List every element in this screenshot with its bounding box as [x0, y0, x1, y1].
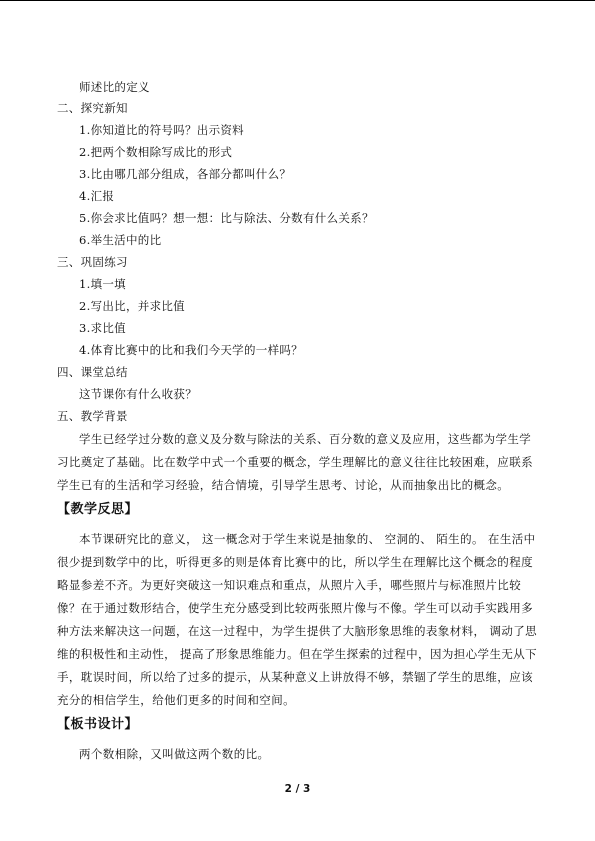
section-3-item-1: 1.填一填: [79, 277, 126, 291]
section-2-item-2: 2.把两个数相除写成比的形式: [79, 145, 233, 159]
section-2-item-5: 5.你会求比值吗？想一想：比与除法、分数有什么关系？: [79, 211, 374, 225]
reflection-paragraph-line: 本节课研究比的意义， 这一概念对于学生来说是抽象的、 空洞的、 陌生的。 在生活中: [79, 532, 536, 546]
section-2-item-6: 6.举生活中的比: [79, 233, 162, 247]
section-4-heading: 四、课堂总结: [57, 365, 128, 379]
section-2-heading: 二、探究新知: [57, 101, 128, 115]
section-2-item-3: 3.比由哪几部分组成，各部分都叫什么？: [79, 167, 292, 181]
board-design-heading: 【板书设计】: [57, 717, 139, 732]
reflection-paragraph-line: 很少提到数学中的比，听得更多的则是体育比赛中的比，所以学生在理解比这个概念的程度: [57, 555, 533, 569]
reflection-paragraph-line: 维的积极性和主动性， 提高了形象思维能力。但在学生探索的过程中，因为担心学生无从下: [57, 647, 538, 661]
section-3-item-4: 4.体育比赛中的比和我们今天学的一样吗？: [79, 343, 303, 357]
reflection-heading: 【教学反思】: [57, 502, 139, 517]
section-2-item-1: 1.你知道比的符号吗？出示资料: [79, 123, 244, 137]
background-paragraph-line: 学生已经学过分数的意义及分数与除法的关系、百分数的意义及应用，这些都为学生学: [79, 432, 532, 446]
background-paragraph-line: 学生已有的生活和学习经验，结合情境，引导学生思考、讨论，从而抽象出比的概念。: [57, 478, 510, 492]
section-3-heading: 三、巩固练习: [57, 255, 128, 269]
background-paragraph-line: 习比奠定了基础。比在数学中式一个重要的概念，学生理解比的意义往往比较困难，应联系: [57, 455, 533, 469]
section-4-item-1: 这节课你有什么收获？: [79, 387, 197, 401]
board-design-text: 两个数相除，又叫做这两个数的比。: [79, 747, 270, 761]
reflection-paragraph-line: 手，耽误时间，所以给了过多的提示，从某种意义上讲放得不够，禁锢了学生的思维，应该: [57, 670, 533, 684]
section-3-item-2: 2.写出比，并求比值: [79, 299, 185, 313]
section-5-heading: 五、教学背景: [57, 409, 128, 423]
reflection-paragraph-line: 充分的相信学生，给他们更多的时间和空间。: [57, 693, 295, 707]
reflection-paragraph-line: 略显参差不齐。为更好突破这一知识难点和重点，从照片入手，哪些照片与标准照片比较: [57, 578, 522, 592]
section-3-item-3: 3.求比值: [79, 321, 126, 335]
section-2-item-4: 4.汇报: [79, 189, 115, 203]
reflection-paragraph-line: 像？在于通过数形结合，使学生充分感受到比较两张照片像与不像。学生可以动手实践用多: [57, 601, 533, 615]
reflection-paragraph-line: 种方法来解决这一问题，在这一过程中，为学生提供了大脑形象思维的表象材料， 调动了思: [57, 624, 538, 638]
page-number: 2 / 3: [284, 783, 311, 795]
intro-definition-line: 师述比的定义: [79, 80, 150, 94]
